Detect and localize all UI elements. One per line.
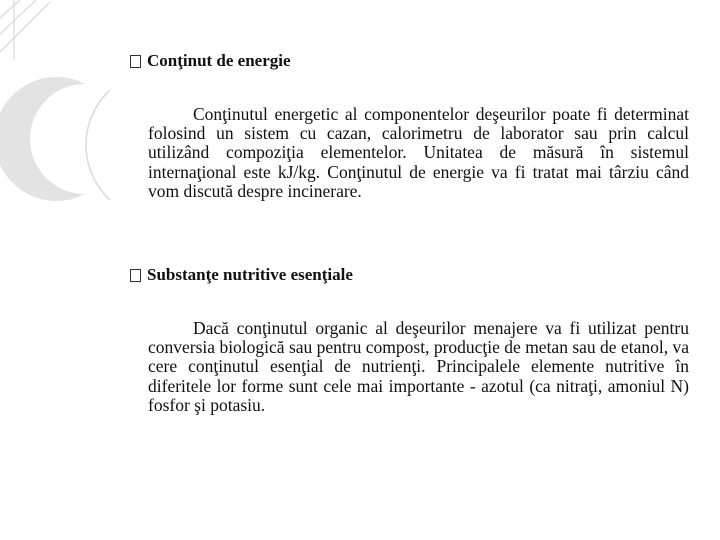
section-heading-energy <box>130 51 291 71</box>
section-paragraph-energy: Conţinutul energetic al componentelor deşeurilor poate fi determinat folosind un sistem cu cazan, calorimetru de laborator sau prin calcul utilizând compoziţia elementelor. Unitatea de măsură în sistemul internaţional este kJ/kg. Conţinutul de energie va fi tratat mai târziu când vom discută despre incinerare. <box>148 104 689 201</box>
section-heading-text: Conţinut de energie <box>147 51 291 70</box>
section-paragraph-nutrients: Dacă conţinutul organic al deşeurilor menajere va fi utilizat pentru conversia biologică sau pentru compost, producţie de metan sau de etanol, va cere conţinutul esenţial de nutrienţi. Principalele elemente nutritive în diferitele lor forme sunt cele mai importante - azotul (ca nitraţi, amoniul N) fosfor şi potasiu. <box>148 318 689 415</box>
section-heading-nutrients <box>130 265 353 285</box>
bullet-square-icon <box>130 269 141 282</box>
section-heading-text: Substanţe nutritive esenţiale <box>147 265 353 284</box>
bullet-square-icon <box>130 55 141 68</box>
